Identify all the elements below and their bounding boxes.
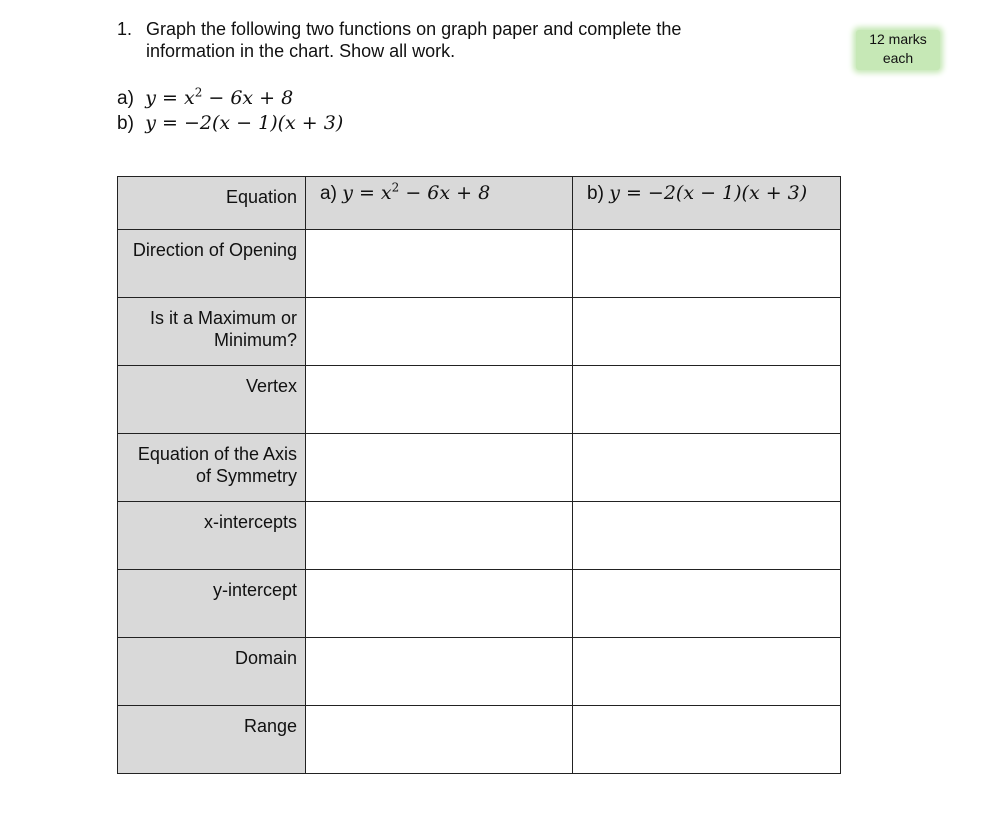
- answer-cell-b[interactable]: [573, 502, 841, 570]
- function-b-rhs: = −2(x − 1)(x + 3): [155, 112, 344, 134]
- header-equation-label: Equation: [118, 177, 306, 230]
- function-b-label: b): [117, 113, 134, 134]
- row-label-max-min: Is it a Maximum or Minimum?: [118, 298, 306, 366]
- answer-cell-b[interactable]: [573, 706, 841, 774]
- function-b-lhs: y: [145, 112, 156, 134]
- answer-cell-b[interactable]: [573, 298, 841, 366]
- function-a-exponent: 2: [194, 85, 203, 100]
- table-row: [118, 434, 841, 502]
- answer-cell-a[interactable]: [306, 434, 573, 502]
- answer-cell-b[interactable]: [573, 638, 841, 706]
- answer-cell-a[interactable]: [306, 570, 573, 638]
- table-row: [118, 706, 841, 774]
- answer-cell-b[interactable]: [573, 366, 841, 434]
- question-number: 1.: [117, 19, 133, 39]
- header-function-a: a) $y = x^2 - 6x + 8$: [306, 177, 573, 230]
- row-label-domain: Domain: [118, 638, 306, 706]
- table-row: [118, 502, 841, 570]
- marks-badge: [856, 30, 940, 70]
- answer-cell-b[interactable]: [573, 570, 841, 638]
- function-list: [117, 86, 343, 136]
- row-label-vertex: Vertex: [118, 366, 306, 434]
- row-label-y-intercept: y-intercept: [118, 570, 306, 638]
- function-a-label: a): [117, 88, 134, 109]
- marks-line-1: 12 marks: [869, 31, 927, 47]
- question-text: [146, 18, 766, 62]
- answer-cell-a[interactable]: [306, 366, 573, 434]
- answer-cell-b[interactable]: [573, 230, 841, 298]
- answer-cell-a[interactable]: [306, 706, 573, 774]
- table-row: [118, 230, 841, 298]
- function-a-rest: − 6x + 8: [202, 87, 294, 109]
- table-row: [118, 366, 841, 434]
- header-function-b: b) y = −2(x − 1)(x + 3): [573, 177, 841, 230]
- row-label-direction: Direction of Opening: [118, 230, 306, 298]
- table-row: [118, 570, 841, 638]
- question-line-1: Graph the following two functions on graph paper and complete the: [146, 19, 682, 39]
- answer-cell-a[interactable]: [306, 502, 573, 570]
- table-row: [118, 638, 841, 706]
- function-a-rhs: = x: [155, 87, 195, 109]
- answer-cell-b[interactable]: [573, 434, 841, 502]
- chart-header-row: [118, 177, 841, 230]
- row-label-range: Range: [118, 706, 306, 774]
- quadratic-chart: [117, 176, 841, 774]
- answer-cell-a[interactable]: [306, 298, 573, 366]
- function-a-lhs: y: [145, 87, 156, 109]
- marks-line-2: each: [882, 50, 914, 66]
- answer-cell-a[interactable]: [306, 230, 573, 298]
- answer-cell-a[interactable]: [306, 638, 573, 706]
- table-row: [118, 298, 841, 366]
- question-line-2: information in the chart. Show all work.: [146, 41, 456, 61]
- function-b: [117, 111, 343, 136]
- row-label-axis-of-symmetry: Equation of the Axis of Symmetry: [118, 434, 306, 502]
- function-a: [117, 86, 343, 111]
- row-label-x-intercepts: x-intercepts: [118, 502, 306, 570]
